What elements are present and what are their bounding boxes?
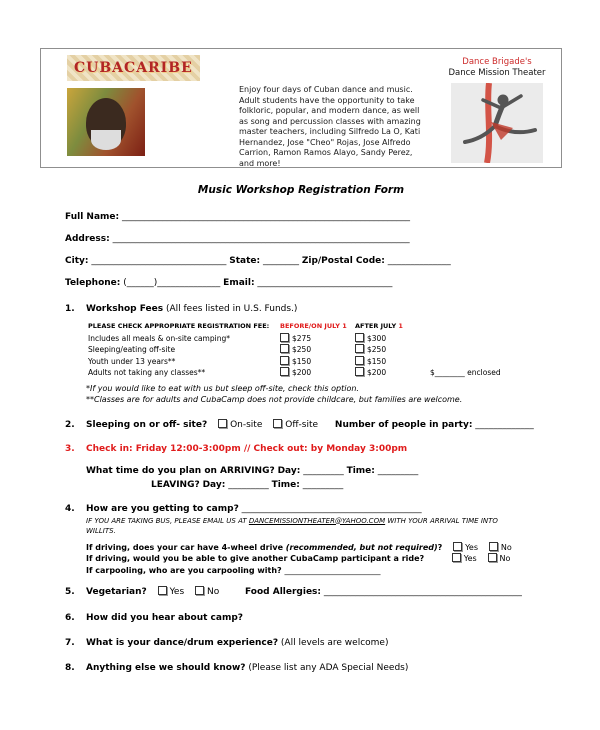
phone-area-input[interactable]: (______) [123,278,158,288]
fee-offsite-before-checkbox[interactable] [280,344,289,353]
fee-adults-after-checkbox[interactable] [355,367,364,376]
sleeping-question-label: Sleeping on or off- site? [86,419,208,430]
give-ride-yes-checkbox[interactable] [452,553,461,562]
item-transportation [65,503,562,577]
no-label: No [499,554,511,563]
workshop-fees-note: (All fees listed in U.S. Funds.) [163,304,298,314]
full-name-label: Full Name: [65,212,120,222]
workshop-fees-label: Workshop Fees [86,304,164,314]
fee-price: $250 [292,345,312,354]
arrive-day-label: Day: [277,465,301,476]
yes-label: Yes [169,587,185,597]
item-5-number: 5. [65,587,75,597]
fee-table-header-row [88,321,562,333]
fee-offsite-after-checkbox[interactable] [355,344,364,353]
fee-desc: Includes all meals & on-site camping* [88,333,230,343]
form-body [65,184,562,674]
telephone-email-row [65,277,562,289]
leave-day-label: Day: [202,479,226,490]
header-right-column [441,49,561,167]
leave-time-label: Time: [271,479,300,490]
four-wheel-drive-row [86,542,562,554]
item-2-number: 2. [65,419,75,430]
item-hear-about [65,612,562,624]
fee-price: $250 [367,345,387,354]
fee-price: $275 [292,333,312,343]
fee-desc: Youth under 13 years** [88,356,176,366]
yes-label: Yes [465,542,479,552]
item-3-number: 3. [65,443,75,454]
fee-price: $300 [367,333,387,343]
item-4-number: 4. [65,503,75,514]
footnote-eat-with-us: *If you would like to eat with us but sleep off-site, check this option. [86,383,359,393]
zip-label: Zip/Postal Code: [301,256,385,266]
fee-header-desc: PLEASE CHECK APPROPRIATE REGISTRATION FEE: [88,322,270,330]
food-allergies-label: Food Allergies: [245,587,322,597]
leaving-label: LEAVING? [151,479,200,490]
fee-meals-before-checkbox[interactable] [280,333,289,342]
item-anything-else [65,662,562,674]
leave-day-input[interactable]: _________ [228,479,269,490]
address-label: Address: [65,234,110,244]
musician-photo [67,88,145,156]
bus-note-post: WITH YOUR ARRIVAL TIME INTO [387,516,498,525]
workshop-fees-heading [86,303,562,315]
state-input[interactable]: ________ [262,256,299,266]
fee-row-offsite [88,344,562,356]
fee-price: $200 [292,368,312,377]
full-name-row [65,211,562,223]
experience-note: (All levels are welcome) [278,638,389,648]
onsite-checkbox[interactable] [218,419,227,428]
party-size-input[interactable]: _____________ [475,419,534,430]
footnote-classes-adults: **Classes are for adults and CubaCamp does not provide childcare, but families are welcome. [86,394,463,404]
leaving-row [151,479,562,491]
vegetarian-yes-checkbox[interactable] [158,586,167,595]
transportation-label: How are you getting to camp? [86,503,239,514]
food-allergies-input[interactable]: ____________________________________________ [323,587,522,597]
bus-note-line2: WILLITS. [86,526,116,535]
amount-enclosed-input[interactable]: $________ [430,368,465,377]
fee-adults-before-checkbox[interactable] [280,367,289,376]
carpooling-row [86,565,562,577]
fee-header-before-july1: BEFORE/ON JULY 1 [280,322,347,330]
item-6-number: 6. [65,613,75,623]
vegetarian-no-checkbox[interactable] [195,586,204,595]
arrive-time-label: Time: [346,465,375,476]
four-wheel-no-checkbox[interactable] [489,542,498,551]
no-label: No [207,587,220,597]
four-wheel-drive-suffix: ? [437,542,443,552]
offsite-label: Off-site [285,419,319,430]
dance-mission-theater-label: Dance Mission Theater [448,68,546,78]
fee-price: $150 [367,356,387,366]
city-state-zip-row [65,255,562,267]
fee-table [88,321,562,379]
item-vegetarian [65,586,562,598]
fee-row-adults-no-classes [88,367,562,379]
fee-row-youth [88,356,562,368]
arrive-day-input[interactable]: _________ [303,465,344,476]
item-check-in-out [65,443,562,491]
phone-input[interactable]: ______________ [157,278,221,288]
city-label: City: [65,256,89,266]
enclosed-label: enclosed [467,368,501,377]
arriving-label: What time do you plan on ARRIVING? [86,465,275,476]
four-wheel-yes-checkbox[interactable] [453,542,462,551]
fee-header-after-text: AFTER JULY [355,322,399,330]
header-description: Enjoy four days of Cuban dance and music. Adult students have the opportunity to take folkloric, popular, and modern dance, as well as song and percussion classes with amazing master teachers, including Silfredo La O, Kati Hernandez, Jose "Cheo" Rojas, Jose Alfredo Carrion, Ramon Ramos Alayo, Sandy Perez, and more! [239,85,421,168]
fee-header-after-number: 1 [398,322,403,330]
offsite-checkbox[interactable] [273,419,282,428]
fee-price: $150 [292,356,312,366]
four-wheel-drive-label: If driving, does your car have 4-wheel drive [86,542,286,552]
dance-brigades-label: Dance Brigade's [462,57,532,67]
header-banner [40,48,562,168]
telephone-label: Telephone: [65,278,121,288]
no-label: No [500,542,512,552]
give-ride-row [86,553,562,565]
give-ride-label: If driving, would you be able to give another CubaCamp participant a ride? [86,554,425,563]
item-sleeping [65,419,562,431]
item-8-number: 8. [65,663,75,673]
arrive-time-input[interactable]: _________ [377,465,419,476]
carpooling-input[interactable]: ________________________ [284,565,381,575]
item-experience [65,637,562,649]
zip-input[interactable]: ______________ [387,256,451,266]
dancer-photo [451,83,543,163]
address-row [65,233,562,245]
state-label: State: [229,256,261,266]
fee-header-after-july1 [355,321,430,333]
anything-else-label: Anything else we should know? [86,663,246,673]
item-7-number: 7. [65,638,75,648]
item-workshop-fees [65,303,562,405]
full-name-input[interactable]: ________________________________________________________________ [121,212,410,222]
bus-note [86,516,556,536]
onsite-label: On-site [230,419,263,430]
carpooling-label: If carpooling, who are you carpooling with? [86,565,282,575]
party-size-label: Number of people in party: [334,419,473,430]
fee-youth-before-checkbox[interactable] [280,356,289,365]
hear-about-label: How did you hear about camp? [86,613,244,623]
transportation-input[interactable]: ________________________________________ [241,503,422,514]
vegetarian-label: Vegetarian? [86,587,147,597]
address-input[interactable]: __________________________________________________________________ [112,234,410,244]
yes-label: Yes [463,554,477,563]
fee-desc: Adults not taking any classes** [88,368,206,377]
email-label: Email: [223,278,255,288]
fee-row-meals-camping [88,333,562,345]
cubacaribe-logo: CUBACARIBE [67,55,200,81]
fee-meals-after-checkbox[interactable] [355,333,364,342]
item-1-number: 1. [65,304,75,314]
header-left-column [41,49,227,167]
form-title: Music Workshop Registration Form [197,184,405,196]
transportation-row [86,503,562,515]
check-in-out-headline: Check in: Friday 12:00-3:00pm // Check out: by Monday 3:00pm [86,443,408,454]
fee-desc: Sleeping/eating off-site [88,345,176,354]
bus-email-link[interactable]: DANCEMISSIONTHEATER@YAHOO.COM [248,516,386,525]
bus-note-pre: IF YOU ARE TAKING BUS, PLEASE EMAIL US AT [86,516,247,525]
fee-youth-after-checkbox[interactable] [355,356,364,365]
anything-else-note: (Please list any ADA Special Needs) [245,663,409,673]
fee-price: $200 [367,368,387,377]
city-input[interactable]: ______________________________ [91,256,227,266]
email-input[interactable]: ______________________________ [257,278,393,288]
experience-label: What is your dance/drum experience? [86,638,279,648]
four-wheel-drive-note: (recommended, but not required) [285,542,438,552]
arriving-row [86,465,562,477]
give-ride-no-checkbox[interactable] [488,553,497,562]
amount-enclosed [430,367,501,379]
leave-time-input[interactable]: _________ [302,479,344,490]
